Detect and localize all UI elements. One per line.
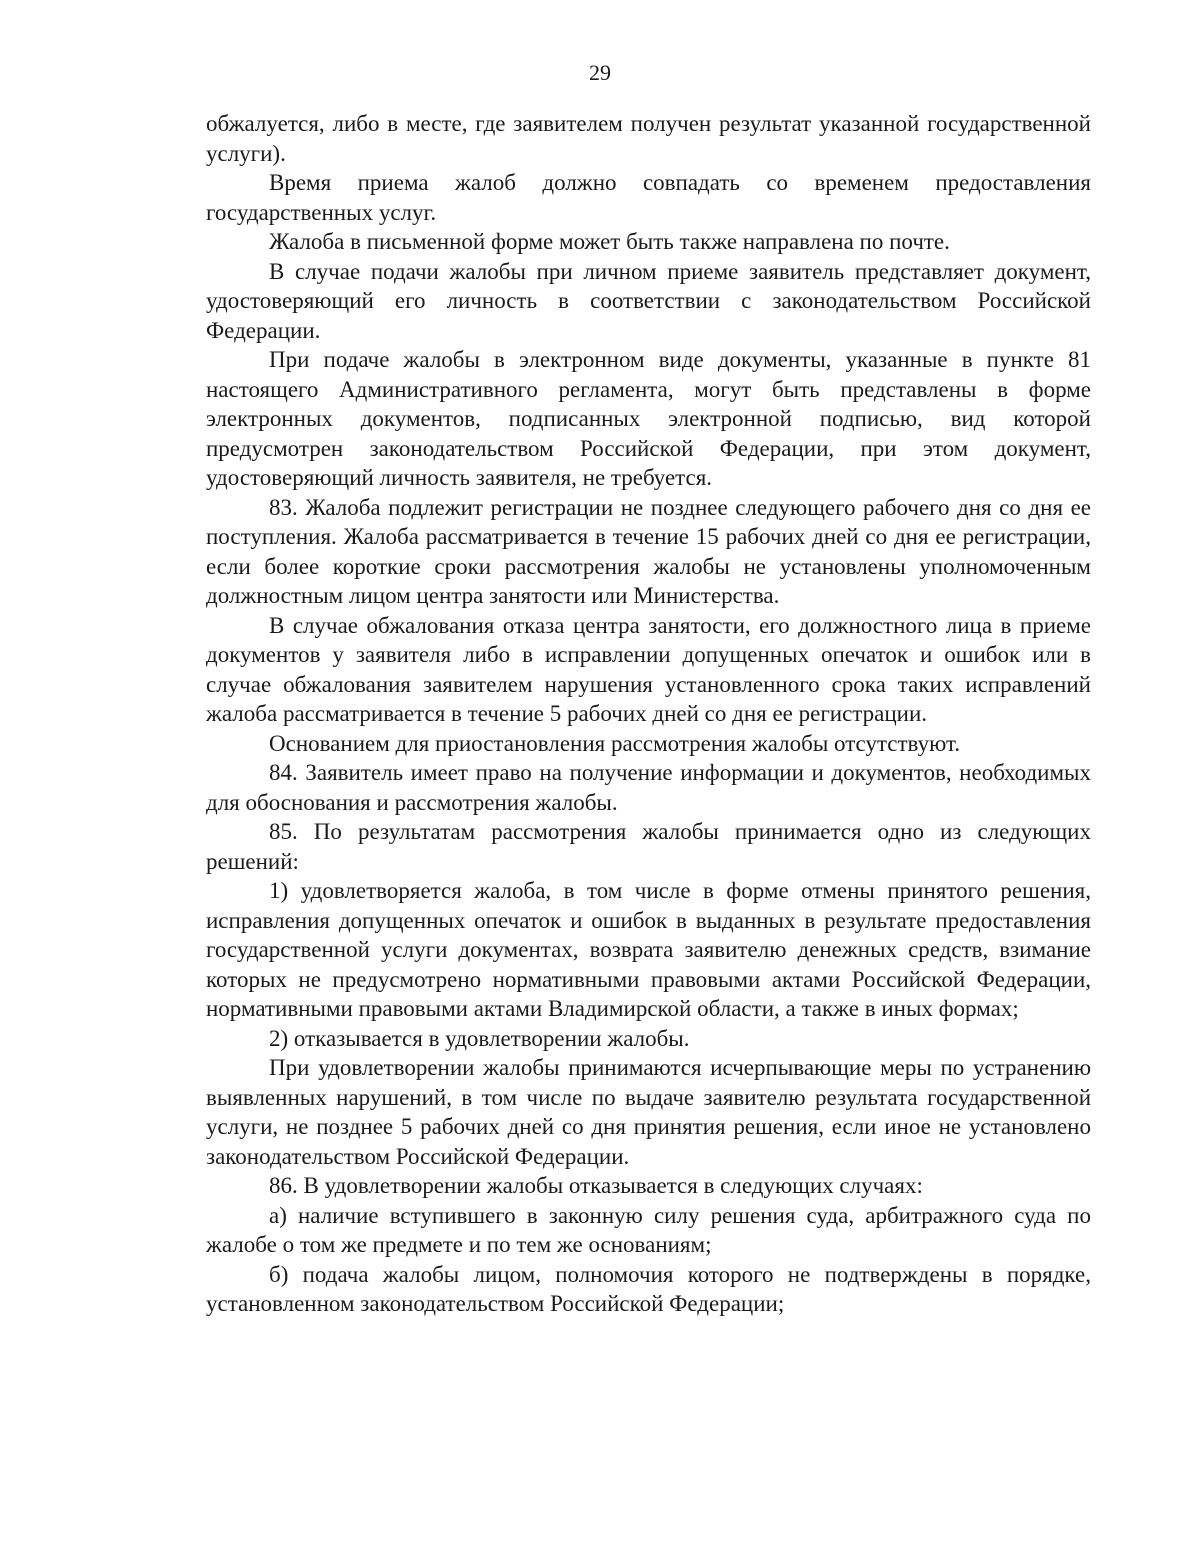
- document-body: [206, 109, 1091, 1319]
- page-number: 29: [589, 60, 611, 85]
- paragraph: При удовлетворении жалобы принимаются исчерпывающие меры по устранению выявленных нарушений, в том числе по выдаче заявителю результата государственной услуги, не позднее 5 рабочих дней со дня принятия решения, если иное не установлено законодательством Российской Федерации.: [206, 1055, 1091, 1169]
- list-item-1: 1) удовлетворяется жалоба, в том числе в форме отмены принятого решения, исправления допущенных опечаток и ошибок в выданных в результате предоставления государственной услуги документах, возврата заявителю денежных средств, взимание которых не предусмотрено нормативными правовыми актами Российской Федерации, нормативными правовыми актами Владимирской области, а также в иных формах;: [206, 878, 1091, 1021]
- paragraph: Жалоба в письменной форме может быть также направлена по почте.: [269, 229, 950, 254]
- paragraph: Время приема жалоб должно совпадать со временем предоставления государственных услуг.: [206, 170, 1091, 225]
- list-item-2: 2) отказывается в удовлетворении жалобы.: [269, 1025, 690, 1051]
- paragraph: В случае подачи жалобы при личном приеме заявитель представляет документ, удостоверяющий его личность в соответствии с законодательством Российской Федерации.: [206, 258, 1091, 343]
- paragraph-86: 86. В удовлетворении жалобы отказывается в следующих случаях:: [269, 1173, 923, 1198]
- list-item-b: б) подача жалобы лицом, полномочия которого не подтверждены в порядке, установленном законодательством Российской Федерации;: [206, 1261, 1091, 1316]
- paragraph: При подаче жалобы в электронном виде документы, указанные в пункте 81 настоящего Административного регламента, могут быть представлены в форме электронных документов, подписанных электронной подписью, вид которой предусмотрен законодательством Российской Федерации, при этом документ, удостоверяющий личность заявителя, не требуется.: [206, 347, 1091, 490]
- paragraph-85: 85. По результатам рассмотрения жалобы принимается одно из следующих решений:: [206, 819, 1091, 874]
- list-item-a: а) наличие вступившего в законную силу решения суда, арбитражного суда по жалобе о том же предмете и по тем же основаниям;: [206, 1202, 1091, 1257]
- paragraph-84: 84. Заявитель имеет право на получение информации и документов, необходимых для обоснования и рассмотрения жалобы.: [206, 760, 1091, 815]
- paragraph-83: 83. Жалоба подлежит регистрации не позднее следующего рабочего дня со дня ее поступления. Жалоба рассматривается в течение 15 рабочих дней со дня ее регистрации, если более короткие сроки рассмотрения жалобы не установлены уполномоченным должностным лицом центра занятости или Министерства.: [206, 494, 1091, 608]
- paragraph: В случае обжалования отказа центра занятости, его должностного лица в приеме документов у заявителя либо в исправлении допущенных опечаток и ошибок или в случае обжалования заявителем нарушения установленного срока таких исправлений жалоба рассматривается в течение 5 рабочих дней со дня ее регистрации.: [206, 612, 1091, 726]
- paragraph: обжалуется, либо в месте, где заявителем получен результат указанной государственной услуги).: [206, 111, 1091, 166]
- paragraph: Основанием для приостановления рассмотрения жалобы отсутствуют.: [269, 730, 961, 756]
